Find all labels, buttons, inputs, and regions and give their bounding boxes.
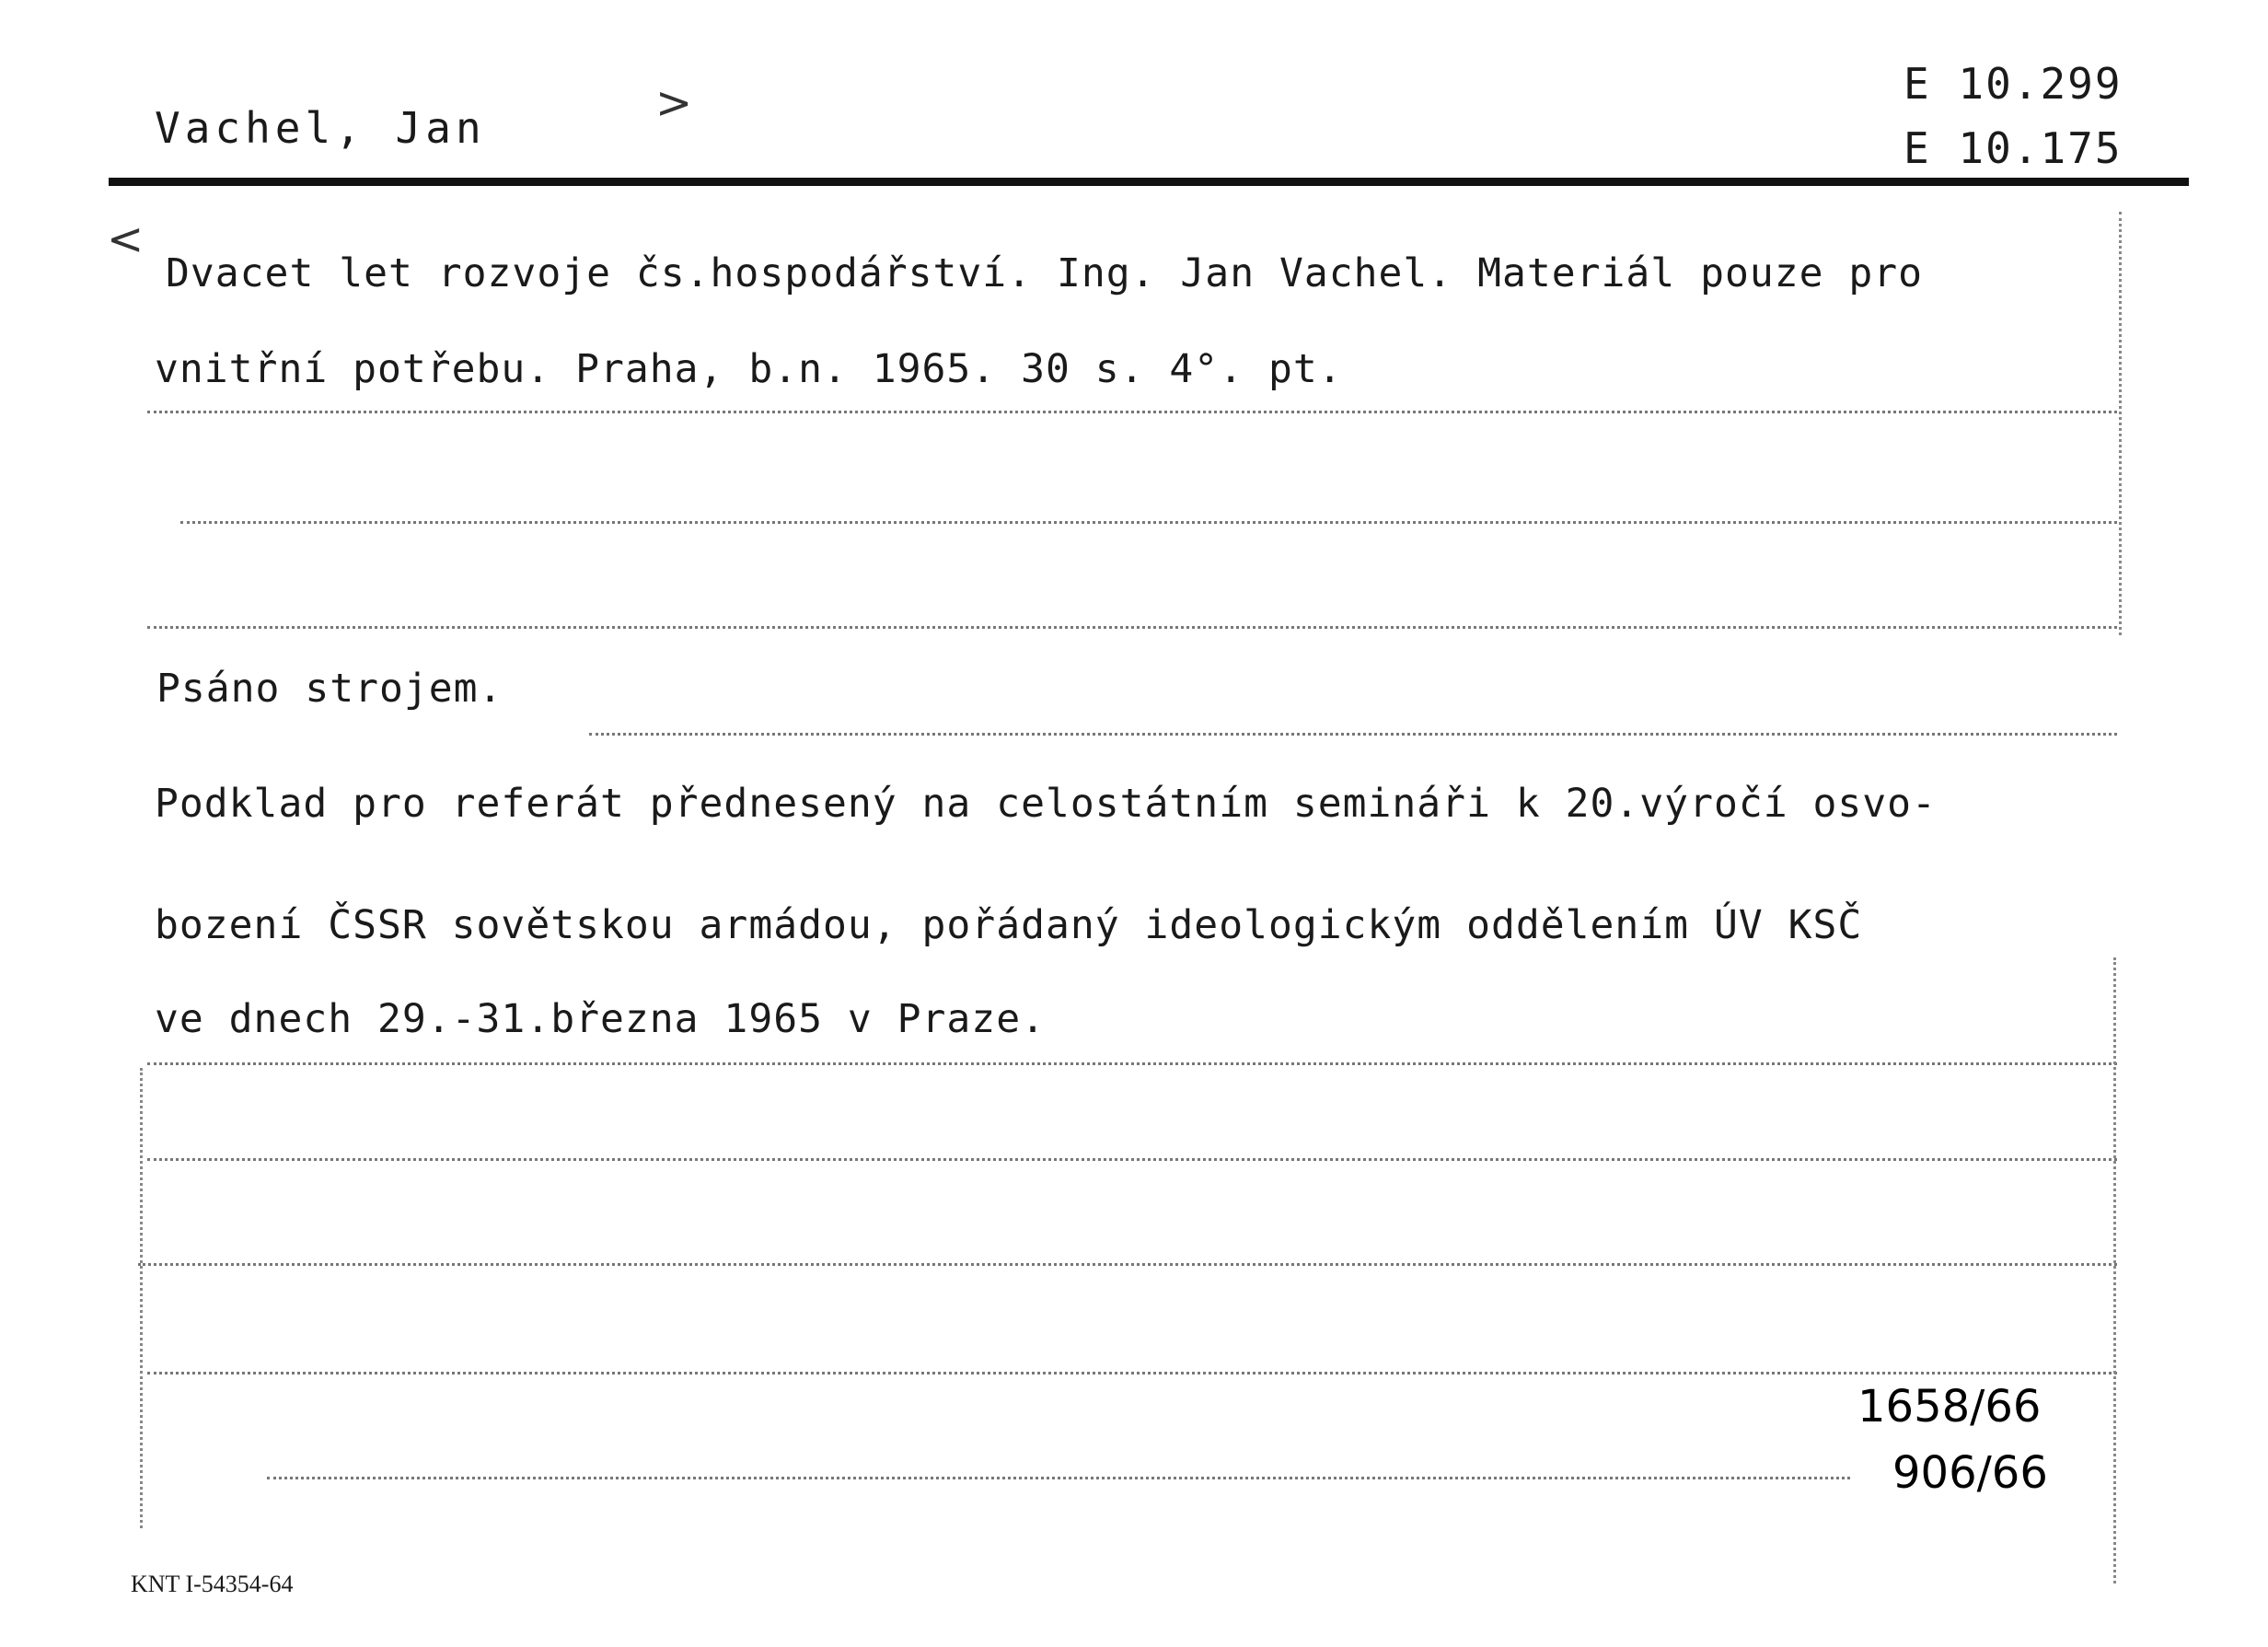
ruled-line: [180, 521, 2117, 524]
title-line-2: vnitřní potřebu. Praha, b.n. 1965. 30 s. 4°. pt.: [155, 346, 1343, 392]
note-line-1: Podklad pro referát přednesený na celostátním semináři k 20.výročí osvo-: [155, 781, 1937, 827]
ruled-line: [589, 733, 2117, 736]
author-heading: Vachel, Jan: [155, 103, 486, 153]
margin-line: [2113, 957, 2116, 1583]
margin-line: [2119, 212, 2122, 635]
accession-number-2: 906/66: [1892, 1447, 2048, 1499]
ruled-line: [147, 626, 2117, 629]
ruled-line: [138, 1263, 2117, 1266]
note-line-3: ve dnech 29.-31.března 1965 v Praze.: [155, 996, 1046, 1042]
note-typescript: Psáno strojem.: [156, 666, 503, 712]
ruled-line: [147, 1372, 2117, 1374]
ruled-line: [147, 411, 2117, 413]
note-line-2: bození ČSSR sovětskou armádou, pořádaný ideologickým oddělením ÚV KSČ: [155, 902, 1863, 948]
accession-number-1: 1658/66: [1857, 1381, 2042, 1432]
shelf-signature-1: E 10.299: [1904, 59, 2123, 109]
ruled-line: [147, 1158, 2117, 1161]
margin-line: [140, 1068, 143, 1528]
ruled-line: [147, 1062, 2117, 1065]
ruled-line: [267, 1477, 1850, 1479]
shelf-signature-2: E 10.175: [1904, 123, 2123, 173]
title-line-1: Dvacet let rozvoje čs.hospodářství. Ing. Jan Vachel. Materiál pouze pro: [166, 250, 1924, 296]
editorial-mark: <: [107, 214, 145, 265]
printer-code: KNT I-54354-64: [131, 1571, 294, 1597]
editorial-mark: >: [655, 77, 693, 129]
header-rule: [109, 178, 2189, 186]
